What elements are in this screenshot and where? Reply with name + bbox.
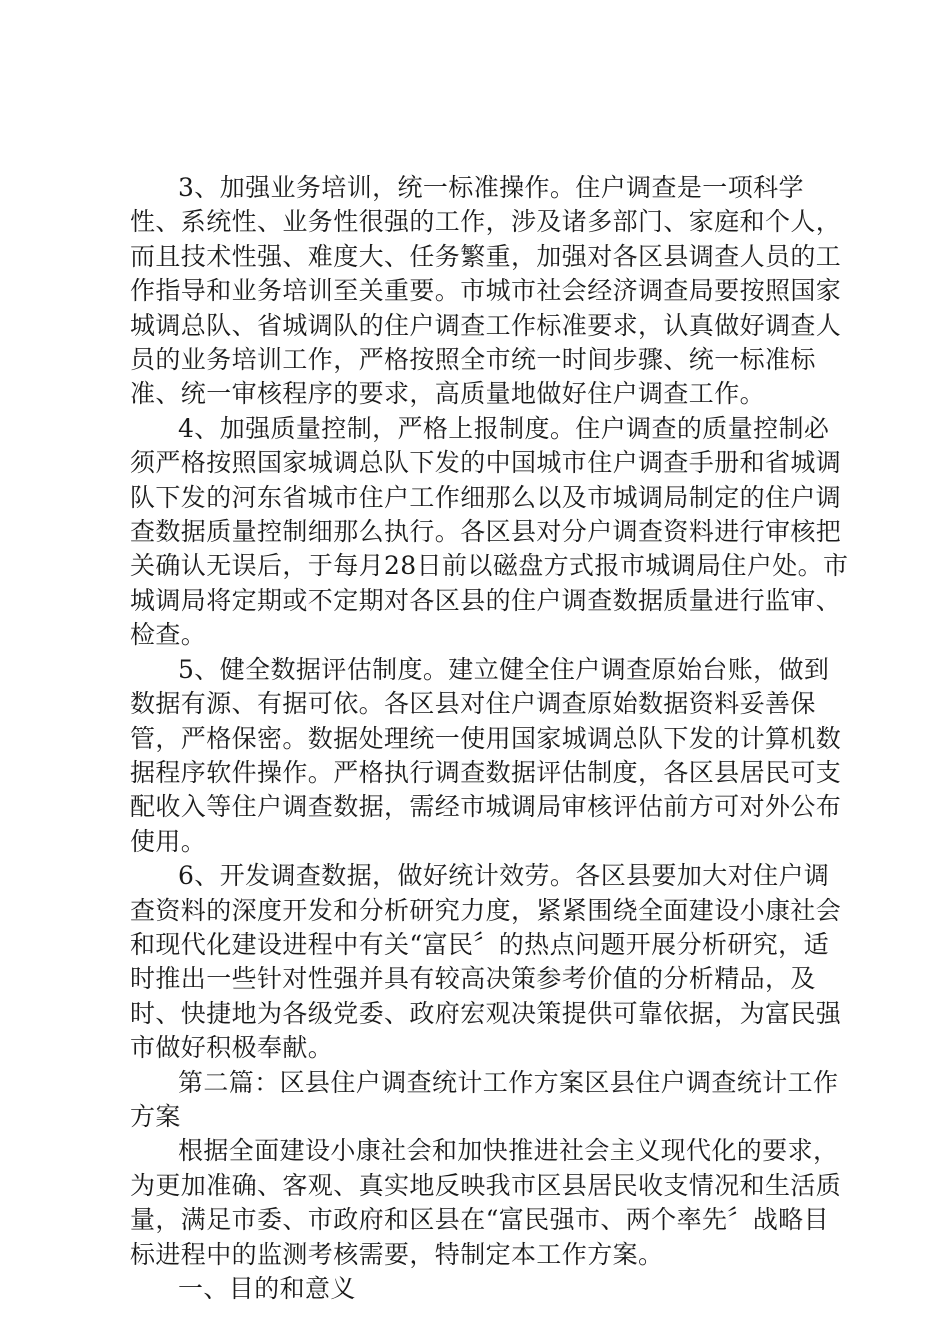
section-heading-purpose: 一、目的和意义	[178, 1274, 356, 1303]
paragraph-introduction: 根据全面建设小康社会和加快推进社会主义现代化的要求，为更加准确、客观、真实地反映我市区县居民收支情况和生活质量，满足市委、市政府和区县在“富民强市、两个率先〞战略目标进程中的监测考核需要，特制定本工作方案。	[130, 1136, 842, 1269]
section-heading-part-two: 第二篇：区县住户调查统计工作方案区县住户调查统计工作方案	[130, 1067, 839, 1131]
paragraph-data-evaluation: 5、健全数据评估制度。建立健全住户调查原始台账，做到数据有源、有据可依。各区县对住户调查原始数据资料妥善保管，严格保密。数据处理统一使用国家城调总队下发的计算机数据程序软件操作。严格执行调查数据评估制度，各区县居民可支配收入等住户调查数据，需经市城调局审核评估前方可对外公布使用。	[130, 654, 842, 856]
document-body	[130, 171, 850, 1306]
paragraph-quality-control: 4、加强质量控制，严格上报制度。住户调查的质量控制必须严格按照国家城调总队下发的中国城市住户调查手册和省城调队下发的河东省城市住户工作细那么以及市城调局制定的住户调查数据质量控制细那么执行。各区县对分户调查资料进行审核把关确认无误后，于每月28日前以磁盘方式报市城调局住户处。市城调局将定期或不定期对各区县的住户调查数据质量进行监审、检查。	[130, 413, 849, 650]
paragraph-training: 3、加强业务培训，统一标准操作。住户调查是一项科学性、系统性、业务性很强的工作，涉及诸多部门、家庭和个人，而且技术性强、难度大、任务繁重，加强对各区县调查人员的工作指导和业务培训至关重要。市城市社会经济调查局要按照国家城调总队、省城调队的住户调查工作标准要求，认真做好调查人员的业务培训工作，严格按照全市统一时间步骤、统一标准标准、统一审核程序的要求，高质量地做好住户调查工作。	[130, 173, 842, 409]
paragraph-data-development: 6、开发调查数据，做好统计效劳。各区县要加大对住户调查资料的深度开发和分析研究力度，紧紧围绕全面建设小康社会和现代化建设进程中有关“富民〞的热点问题开展分析研究，适时推出一些针对性强并具有较高决策参考价值的分析精品，及时、快捷地为各级党委、政府宏观决策提供可靠依据，为富民强市做好积极奉献。	[130, 861, 842, 1063]
